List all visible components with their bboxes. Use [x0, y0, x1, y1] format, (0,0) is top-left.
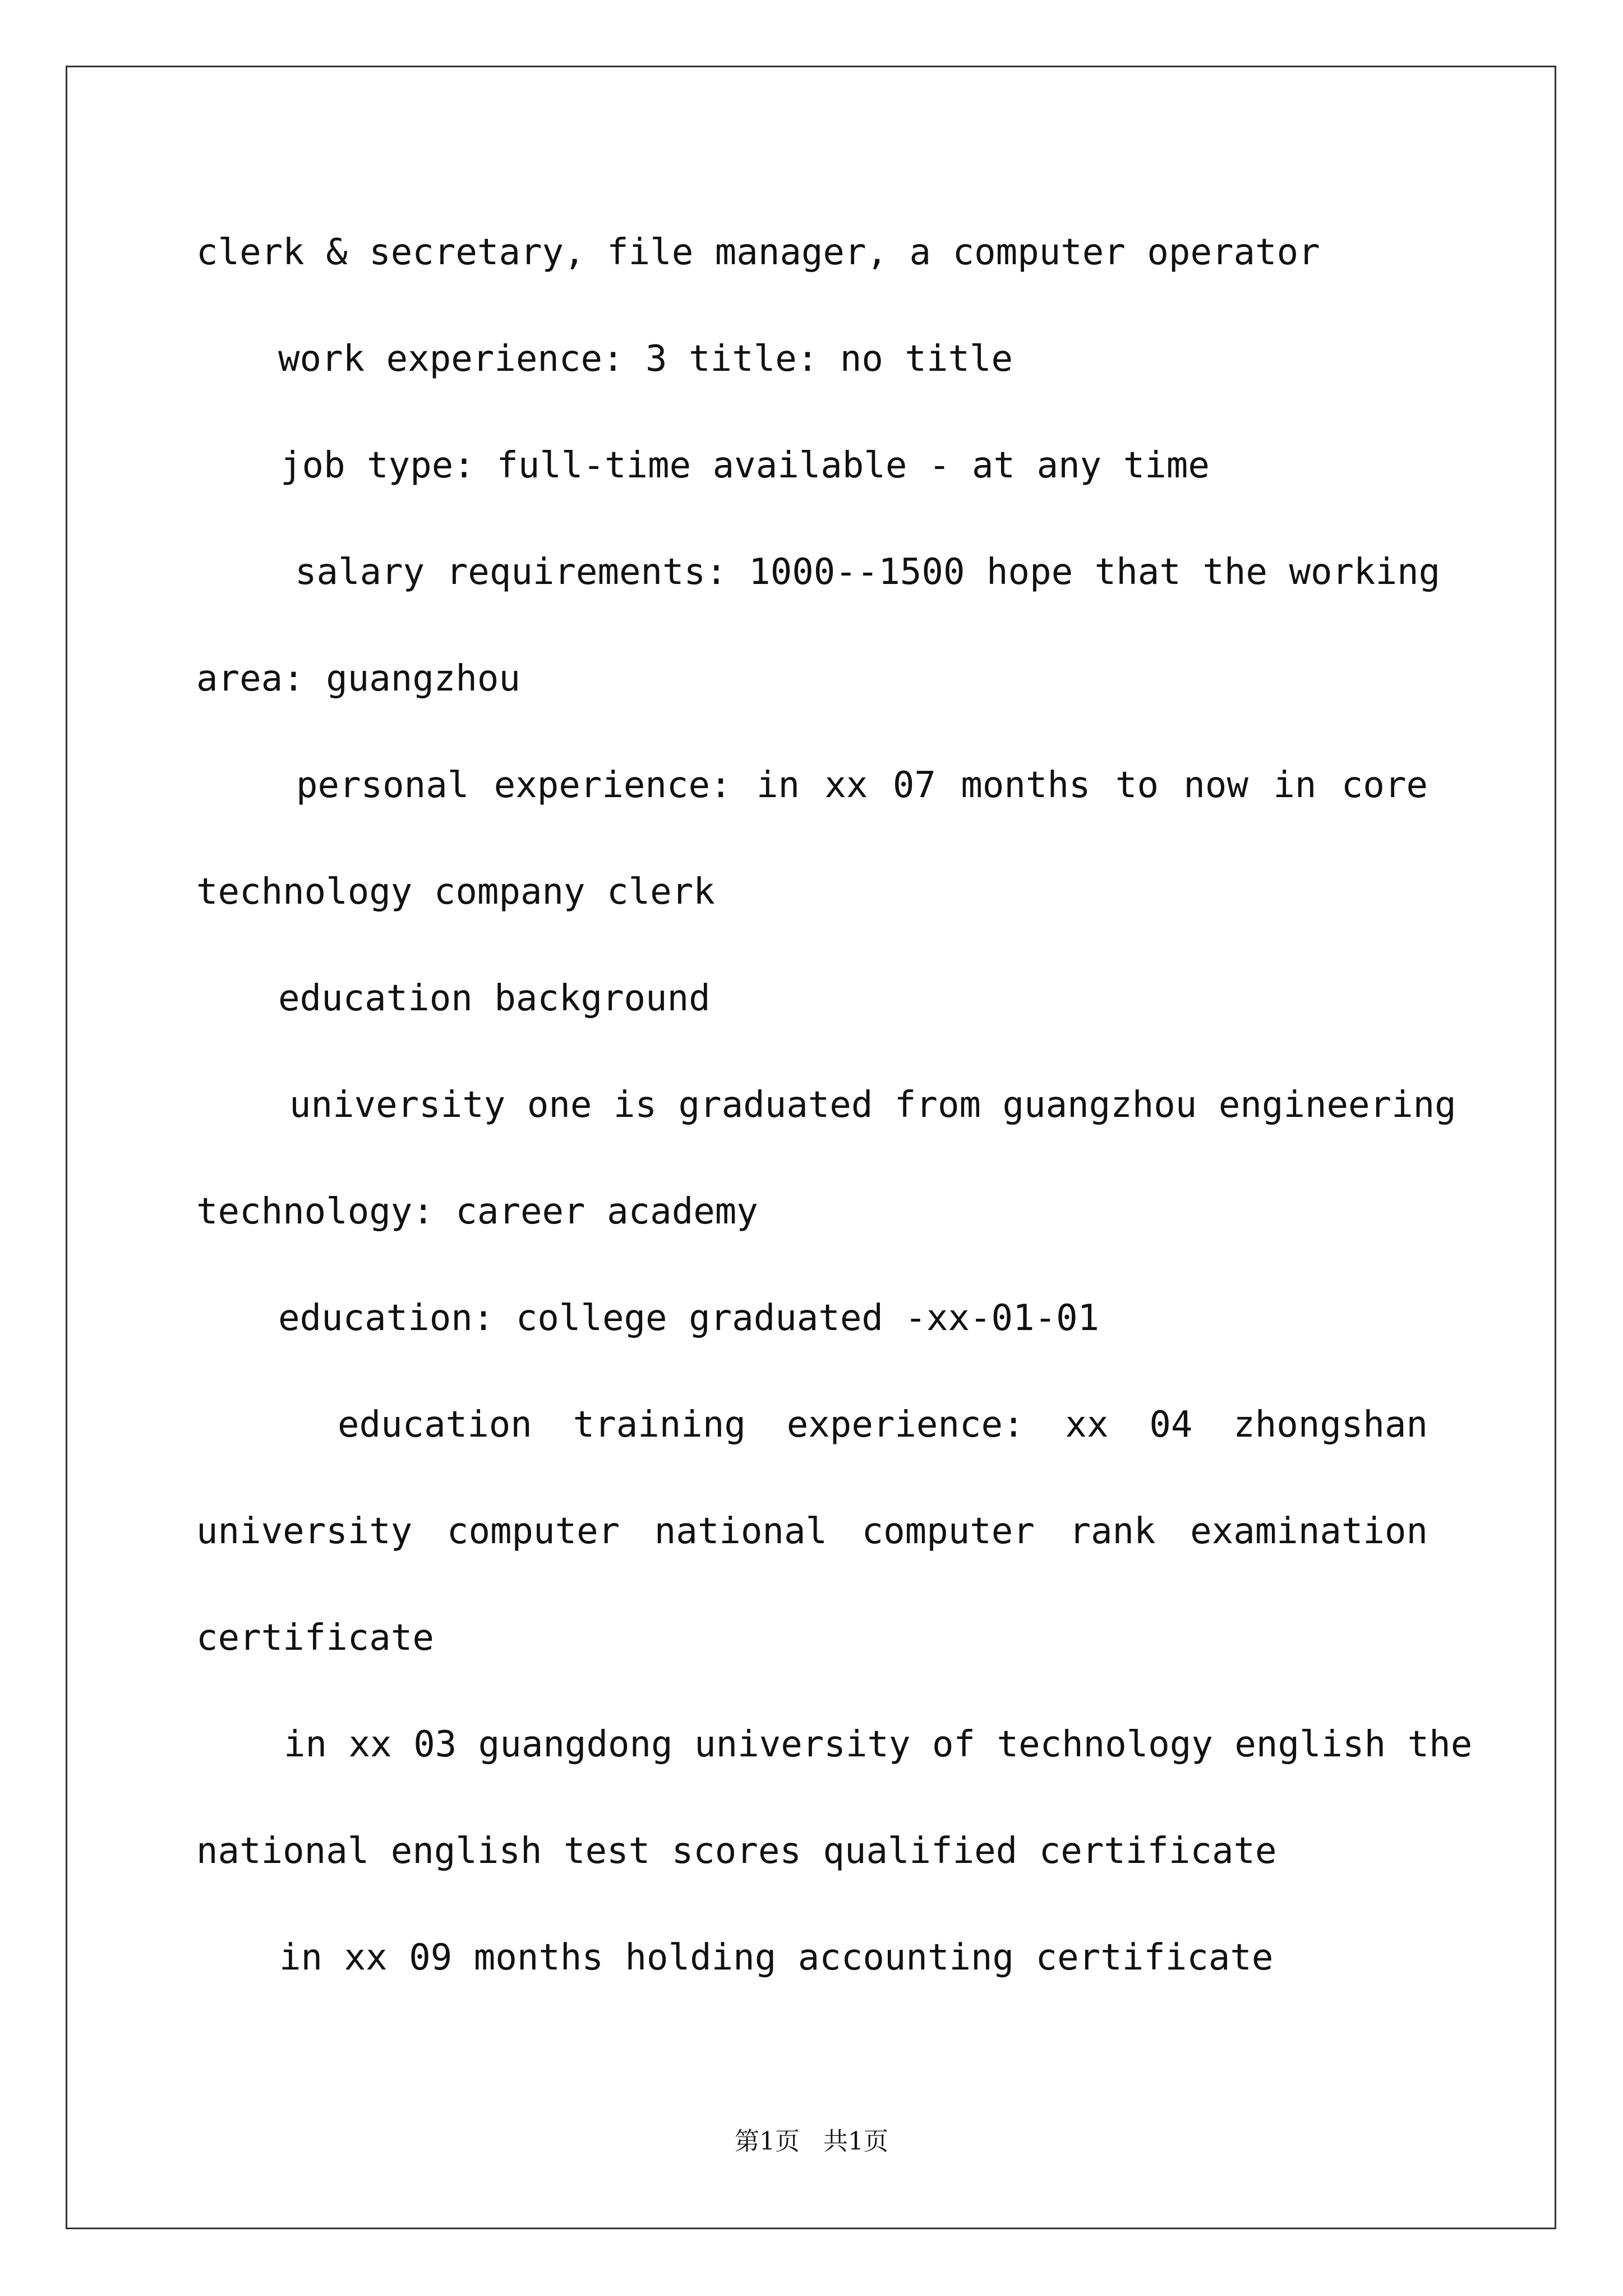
text-line: personal experience: in xx 07 months to now in core — [296, 765, 1428, 806]
page-total: 共1页 — [823, 2127, 888, 2156]
page-number: 第1页 — [735, 2127, 800, 2156]
text-line: in xx 03 guangdong university of technology english the — [284, 1724, 1473, 1765]
text-line: certificate — [196, 1617, 434, 1659]
text-line: area: guangzhou — [196, 658, 520, 700]
text-line: in xx 09 months holding accounting certificate — [279, 1937, 1274, 1978]
text-line: technology: career academy — [196, 1191, 758, 1232]
page-border — [66, 66, 1556, 2229]
text-line: education background — [278, 978, 711, 1019]
text-line: education training experience: xx 04 zhongshan — [338, 1404, 1428, 1446]
page-footer — [0, 2126, 1623, 2157]
text-line: university one is graduated from guangzhou engineering — [289, 1084, 1456, 1126]
text-line: clerk & secretary, file manager, a computer operator — [196, 232, 1320, 273]
text-line: technology company clerk — [196, 871, 715, 913]
text-line: job type: full-time available - at any time — [280, 445, 1210, 486]
text-line: work experience: 3 title: no title — [278, 338, 1013, 380]
text-line: education: college graduated -xx-01-01 — [278, 1297, 1100, 1339]
text-line: national english test scores qualified certificate — [196, 1830, 1277, 1872]
text-line: salary requirements: 1000--1500 hope that the working — [295, 551, 1441, 593]
text-line: university computer national computer rank examination — [196, 1511, 1428, 1552]
